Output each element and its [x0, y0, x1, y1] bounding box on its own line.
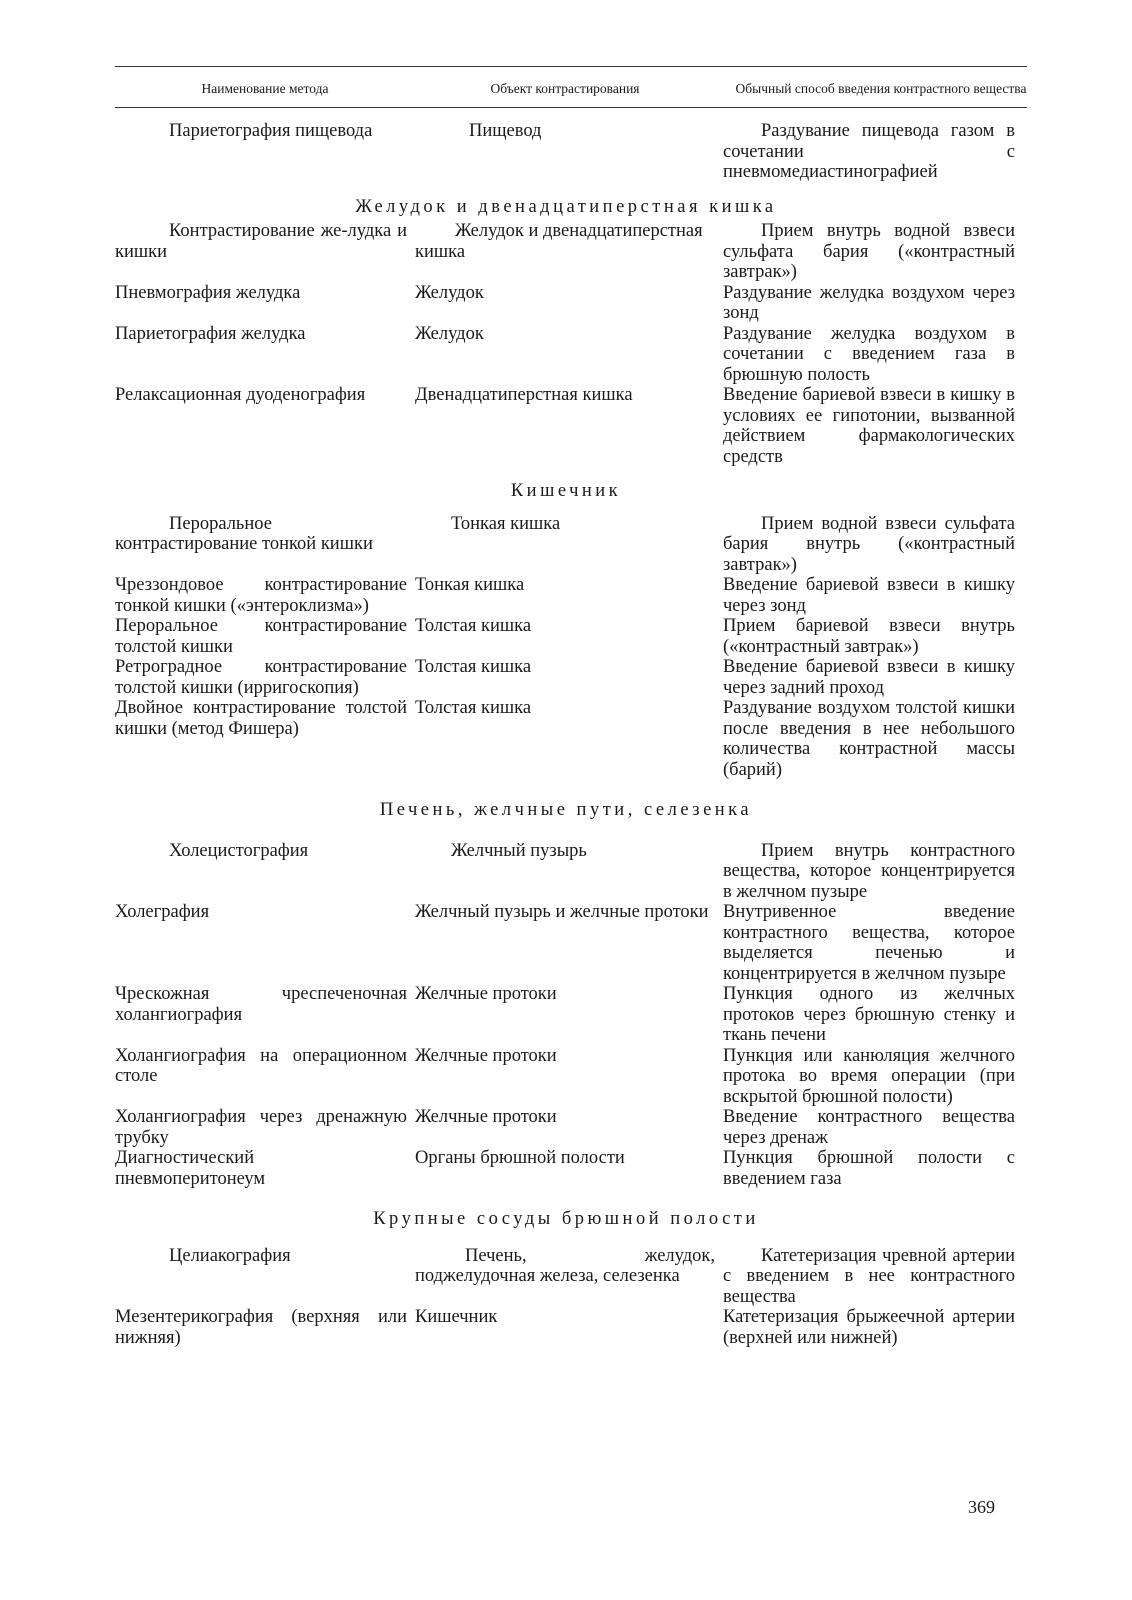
- table-row: [115, 698, 1027, 780]
- object-cell: Желчные протоки: [415, 1045, 557, 1066]
- method-cell: Пероральное контрастирование тонкой кишки: [115, 513, 373, 554]
- route-cell: Введение бариевой взвеси в кишку через задний проход: [723, 657, 1015, 698]
- object-cell: Толстая кишка: [415, 657, 532, 677]
- object-cell: Желудок: [415, 323, 484, 344]
- object-cell: Органы брюшной полости: [415, 1148, 625, 1168]
- object-cell: Кишечник: [415, 1307, 498, 1327]
- route-cell: Пункция брюшной полости с введением газа: [723, 1148, 1015, 1189]
- table-header: [115, 67, 1027, 107]
- route-cell: Катетеризация чревной артерии с введением в нее контрастного вещества: [723, 1245, 1015, 1307]
- method-cell: Диагностический пневмоперитонеум: [115, 1148, 266, 1189]
- table-row: [115, 283, 1027, 324]
- route-cell: Катетеризация брыжеечной артерии (верхней или нижней): [723, 1307, 1015, 1348]
- object-cell: Желчные протоки: [415, 1107, 557, 1127]
- table-row: [115, 121, 1027, 183]
- route-cell: Раздувание пищевода газом в сочетании с пневмомедиастинографией: [723, 121, 1015, 182]
- method-cell: Холангиография через дренажную трубку: [115, 1107, 407, 1148]
- section-title: Крупные сосуды брюшной полости: [373, 1209, 759, 1229]
- route-cell: Прием бариевой взвеси внутрь («контрастный завтрак»): [723, 616, 1015, 657]
- route-cell: Прием водной взвеси сульфата бария внутрь («контрастный завтрак»): [723, 513, 1015, 575]
- table-row: [115, 385, 1027, 467]
- object-cell: Тонкая кишка: [415, 575, 525, 595]
- object-cell: Печень, желудок, поджелудочная железа, селезенка: [415, 1245, 715, 1286]
- method-cell: Холангиография на операционном столе: [115, 1045, 407, 1086]
- method-cell: Ретроградное контрастирование толстой кишки (ирригоскопия): [115, 657, 407, 698]
- table-row: [115, 514, 1027, 576]
- header-method: Наименование метода: [201, 81, 329, 96]
- object-cell: Двенадцатиперстная кишка: [415, 385, 633, 405]
- table-body: [115, 121, 1027, 1348]
- object-cell: Желудок: [415, 282, 484, 303]
- route-cell: Прием внутрь контрастного вещества, которое концентрируется в желчном пузыре: [723, 840, 1015, 902]
- table-row: [115, 575, 1027, 616]
- method-cell: Париетография пищевода: [169, 121, 373, 141]
- object-cell: Желчные протоки: [415, 984, 557, 1004]
- table-row: [115, 1046, 1027, 1108]
- page-number: 369: [968, 1497, 995, 1517]
- method-cell: Целиакография: [169, 1245, 291, 1266]
- table-row: [115, 841, 1027, 903]
- object-cell: Желчный пузырь: [451, 840, 587, 861]
- route-cell: Введение бариевой взвеси в кишку в условиях ее гипотонии, вызванной действием фармакологических средств: [723, 385, 1015, 467]
- route-cell: Раздувание воздухом толстой кишки после введения в нее небольшого количества контрастной массы (барий): [723, 698, 1015, 780]
- method-cell: Релаксационная дуоденография: [115, 385, 366, 405]
- method-cell: Холеграфия: [115, 902, 210, 922]
- route-cell: Внутривенное введение контрастного вещества, которое выделяется печенью и концентрируется в желчном пузыре: [723, 902, 1015, 984]
- table-row: [115, 902, 1027, 984]
- section-title: Печень, желчные пути, селезенка: [379, 800, 753, 820]
- object-cell: Желчный пузырь и желчные протоки: [415, 902, 709, 922]
- object-cell: Желудок и двенадцатиперстная кишка: [415, 221, 703, 262]
- route-cell: Раздувание желудка воздухом через зонд: [723, 282, 1015, 323]
- method-cell: Чреззондовое контрастирование тонкой кишки («энтероклизма»): [115, 575, 407, 616]
- table-row: [115, 616, 1027, 657]
- table-row: [115, 221, 1027, 283]
- section-title: Кишечник: [510, 481, 622, 501]
- method-cell: Чрескожная чреспеченочная холангиография: [115, 984, 407, 1025]
- table-row: [115, 657, 1027, 698]
- method-cell: Пневмография желудка: [115, 282, 301, 303]
- method-cell: Холецистография: [169, 840, 309, 861]
- method-cell: Париетография желудка: [115, 323, 306, 344]
- table-row: [115, 324, 1027, 386]
- route-cell: Введение бариевой взвеси в кишку через зонд: [723, 575, 1015, 616]
- object-cell: Пищевод: [469, 121, 542, 141]
- method-cell: Контрастирование же-лудка и кишки: [115, 221, 407, 262]
- method-cell: Мезентерикография (верхняя или нижняя): [115, 1307, 407, 1348]
- table-row: [115, 1148, 1027, 1189]
- header-bottom-rule: [115, 107, 1027, 108]
- table-row: [115, 1246, 1027, 1308]
- table-row: [115, 1307, 1027, 1348]
- table-row: [115, 1107, 1027, 1148]
- object-cell: Толстая кишка: [415, 616, 532, 636]
- document-page: [115, 66, 1027, 1348]
- route-cell: Пункция одного из желчных протоков через брюшную стенку и ткань печени: [723, 984, 1015, 1045]
- header-route: Обычный способ введения контрастного вещества: [735, 81, 1027, 96]
- section-title: Желудок и двенадцатиперстная кишка: [355, 196, 777, 217]
- method-cell: Пероральное контрастирование толстой кишки: [115, 616, 407, 657]
- route-cell: Пункция или канюляция желчного протока во время операции (при вскрытой брюшной полости): [723, 1045, 1015, 1107]
- table-row: [115, 984, 1027, 1046]
- object-cell: Тонкая кишка: [451, 513, 561, 534]
- object-cell: Толстая кишка: [415, 698, 532, 718]
- method-cell: Двойное контрастирование толстой кишки (метод Фишера): [115, 698, 407, 739]
- header-object: Объект контрастирования: [490, 81, 640, 96]
- route-cell: Раздувание желудка воздухом в сочетании с введением газа в брюшную полость: [723, 323, 1015, 385]
- route-cell: Прием внутрь водной взвеси сульфата бария («контрастный завтрак»): [723, 221, 1015, 282]
- route-cell: Введение контрастного вещества через дренаж: [723, 1107, 1015, 1148]
